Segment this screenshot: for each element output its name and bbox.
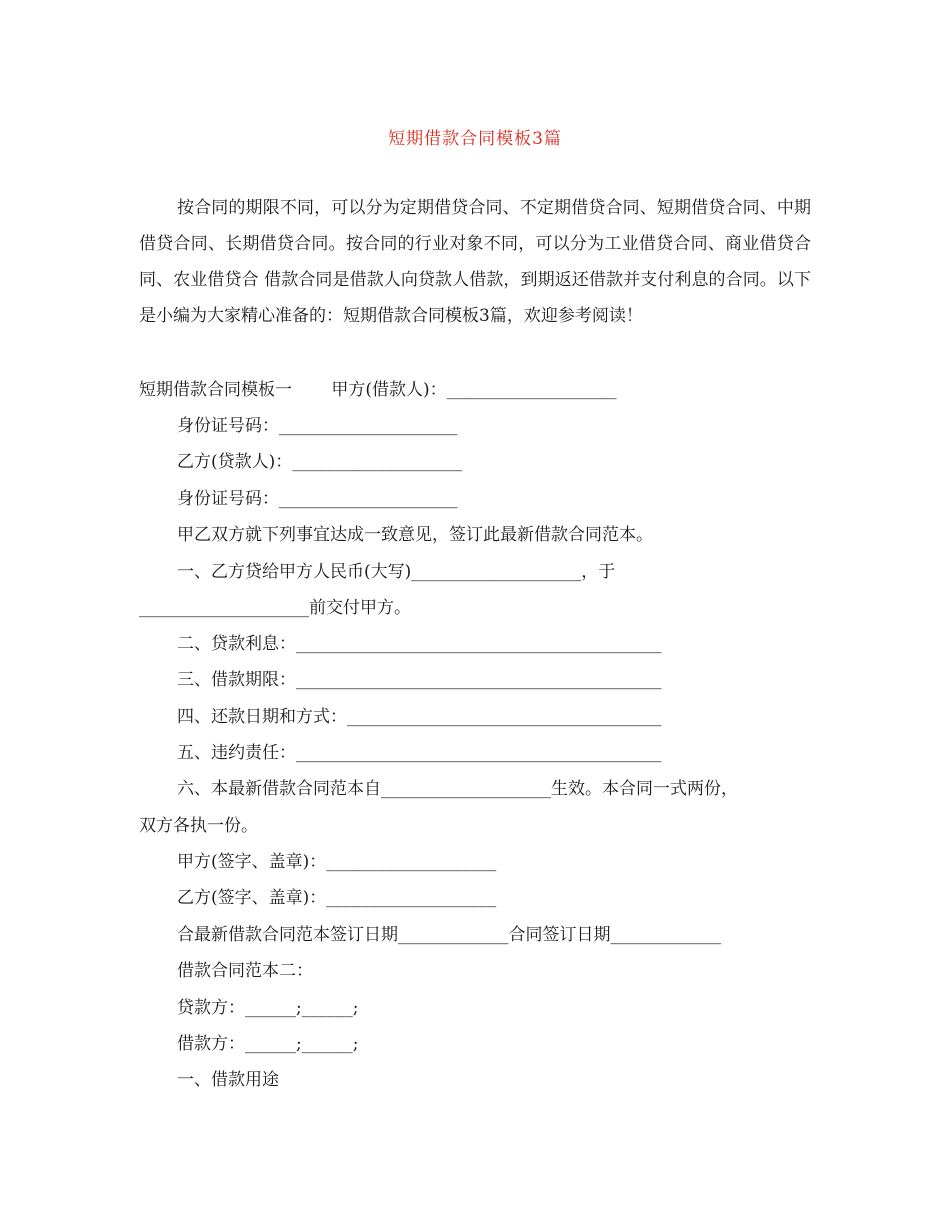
- intro-paragraph: 按合同的期限不同，可以分为定期借贷合同、不定期借贷合同、短期借贷合同、中期借贷合同、长期借贷合同。按合同的行业对象不同，可以分为工业借贷合同、商业借贷合同、农业借贷合 借款合同是借款人向贷款人借款，到期返还借款并支付利息的合同。以下是小编为大家精心准备的：短期借款合同模板3篇，欢迎参考阅读！: [139, 198, 811, 326]
- clause-four: 四、还款日期和方式：_____________________________________: [177, 707, 662, 727]
- clause-one: 一、乙方贷给甲方人民币(大写)____________________，于: [177, 562, 616, 582]
- clause-one-continued: ____________________前交付甲方。: [139, 598, 411, 618]
- borrower-line: 借款方：______;______;: [177, 1034, 359, 1054]
- agreement-statement: 甲乙双方就下列事宜达成一致意见，签订此最新借款合同范本。: [177, 525, 653, 545]
- party-b-signature: 乙方(签字、盖章)：____________________: [177, 888, 497, 908]
- signing-date-line: 合最新借款合同范本签订日期_____________合同签订日期_____________: [177, 925, 721, 945]
- party-b-line: 乙方(贷款人)：____________________: [177, 452, 463, 472]
- clause-six-continued: 双方各执一份。: [139, 816, 258, 836]
- contract-one-party-a: 短期借款合同模板一 甲方(借款人)：____________________: [139, 380, 617, 400]
- party-a-signature: 甲方(签字、盖章)：____________________: [177, 852, 497, 872]
- lender-line: 贷款方：______;______;: [177, 998, 359, 1018]
- clause-six: 六、本最新借款合同范本自____________________生效。本合同一式两份，: [177, 779, 738, 799]
- clause-five: 五、违约责任：___________________________________________: [177, 743, 662, 763]
- clause-three: 三、借款期限：___________________________________________: [177, 670, 662, 690]
- loan-purpose-heading: 一、借款用途: [177, 1070, 279, 1090]
- id-number-line-1: 身份证号码：_____________________: [177, 416, 458, 436]
- contract-two-heading: 借款合同范本二：: [177, 961, 313, 981]
- document-title: 短期借款合同模板3篇: [388, 129, 562, 149]
- clause-two: 二、贷款利息：___________________________________________: [177, 634, 662, 654]
- id-number-line-2: 身份证号码：_____________________: [177, 489, 458, 509]
